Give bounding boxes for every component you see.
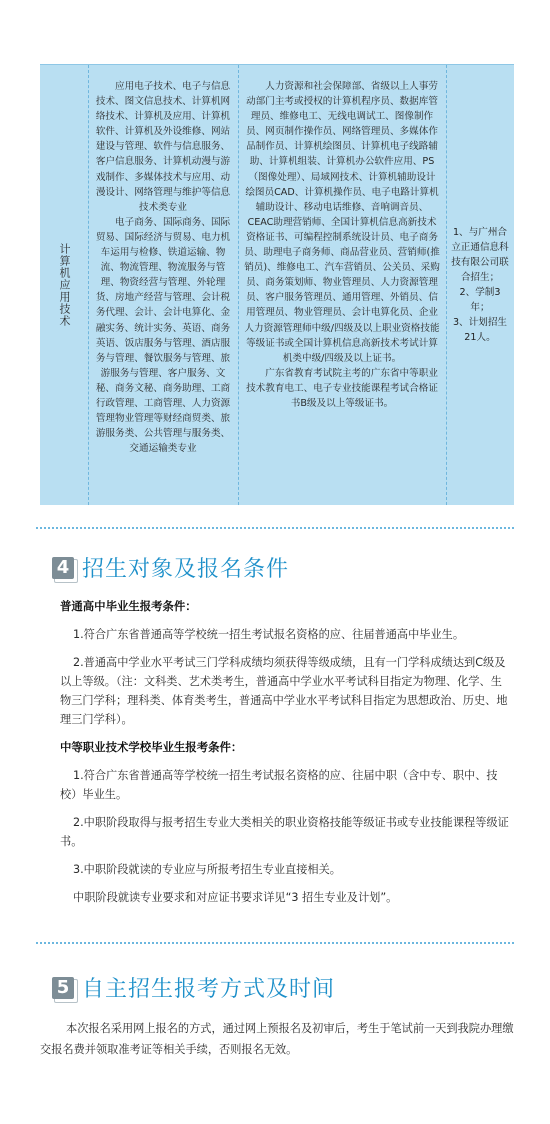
- high-school-heading: 普通高中毕业生报考条件：: [60, 599, 197, 613]
- section-divider: [36, 942, 514, 944]
- vocational-item-2: 2.中职阶段取得与报考招生专业大类相关的职业资格技能等级证书或专业技能课程等级证书。: [60, 816, 509, 848]
- program-table: [40, 64, 514, 505]
- column-divider: [88, 65, 89, 505]
- majors-it: 应用电子技术、电子与信息技术、图文信息技术、计算机网络技术、计算机及应用、计算机软件、计算机及外设维修、网站建设与管理、软件与信息服务、客户信息服务、计算机动漫与游戏制作、多媒体技术与应用、动漫设计、网络管理与维护等信息技术类专业: [95, 81, 231, 213]
- program-name-cell: [40, 65, 88, 505]
- section5-header: [52, 972, 335, 1003]
- column-divider: [238, 65, 239, 505]
- vocational-note: 中职阶段就读专业要求和对应证书要求详见“3 招生专业及计划”。: [73, 891, 398, 904]
- section-divider: [36, 527, 514, 529]
- vocational-item-3: 3.中职阶段就读的专业应与所报考招生专业直接相关。: [73, 863, 341, 876]
- high-school-item-1: 1.符合广东省普通高等学校统一招生考试报名资格的应、往届普通高中毕业生。: [73, 628, 465, 641]
- program-name: 计算机应用技术: [58, 243, 71, 327]
- section5-title: 自主招生报考方式及时间: [82, 977, 336, 1002]
- vocational-item-1: 1.符合广东省普通高等学校统一招生考试报名资格的应、往届中职（含中专、职中、技校）毕业生。: [60, 769, 498, 801]
- section5-body: 本次报名采用网上报名的方式，通过网上预报名及初审后，考生于笔试前一天到我院办理缴交报名费并领取准考证等相关手续，否则报名无效。: [40, 1022, 514, 1056]
- plan-text: 1、与广州合立正通信息科技有限公司联合招生； 2、学制3年； 3、计划招生21人。: [451, 227, 509, 343]
- majors-business: 电子商务、国际商务、国际贸易、国际经济与贸易、电力机车运用与检修、铁道运输、物流、物流管理、物流服务与管理、物资经营与管理、外轮理货、房地产经营与管理、会计税务代理、会计、会计电算化、金融实务、统计实务、英语、商务英语、饭店服务与管理、酒店服务与管理、餐饮服务与管理、旅游服务与管理、客户服务、文秘、商务文秘、商务助理、工商行政管理、工商管理、人力资源管理物业管理等财经商贸类、旅游服务类、公共管理与服务类、交通运输类专业: [95, 216, 231, 455]
- certificates-edu: 广东省教育考试院主考的广东省中等职业技术教育电工、电子专业技能课程考试合格证书B级及以上等级证书。: [246, 367, 438, 409]
- section4-body: [60, 597, 510, 916]
- section4-header: [52, 552, 289, 583]
- vocational-heading: 中等职业技术学校毕业生报考条件：: [60, 740, 243, 754]
- section-number-badge: 4: [52, 557, 74, 579]
- majors-cell: [88, 65, 238, 505]
- column-divider: [446, 65, 447, 505]
- high-school-item-2: 2.普通高中学业水平考试三门学科成绩均须获得等级成绩，且有一门学科成绩达到C级及以上等级。（注：文科类、艺术类考生，普通高中学业水平考试科目指定为物理、化学、生物三门学科；理科类、体育类考生，普通高中学业水平考试科目指定为思想政治、历史、地理三门学科）。: [60, 656, 508, 726]
- plan-cell: [446, 65, 514, 505]
- certificates-cell: [238, 65, 446, 505]
- section4-title: 招生对象及报名条件: [82, 557, 290, 582]
- section-number-badge: 5: [52, 977, 74, 999]
- certificates-hr: 人力资源和社会保障部、省级以上人事劳动部门主考或授权的计算机程序员、数据库管理员、维修电工、无线电调试工、图像制作员、网页制作操作员、网络管理员、多媒体作品制作员、计算机绘图员、计算机电子线路辅助、计算机组装、计算机办公软件应用、PS（图像处理）、局域网技术、计算机辅助设计绘图员CAD、计算机操作员、电子电路计算机辅助设计、移动电话维修、音响调音员、CEAC助理营销师、全国计算机信息高新技术资格证书、可编程控制系统设计员、电子商务员、助理电子商务师、商品营业员、营销师(推销员)、维修电工、汽车营销员、公关员、采购员、商务策划师、物业管理员、人力资源管理员、客户服务管理员、通用管理、外销员、信用管理员、物业管理员、会计电算化员、企业人力资源管理师中级/四级及以上职业资格技能等级证书或全国计算机信息高新技术考试计算机类中级/四级及以上证书。: [244, 81, 440, 364]
